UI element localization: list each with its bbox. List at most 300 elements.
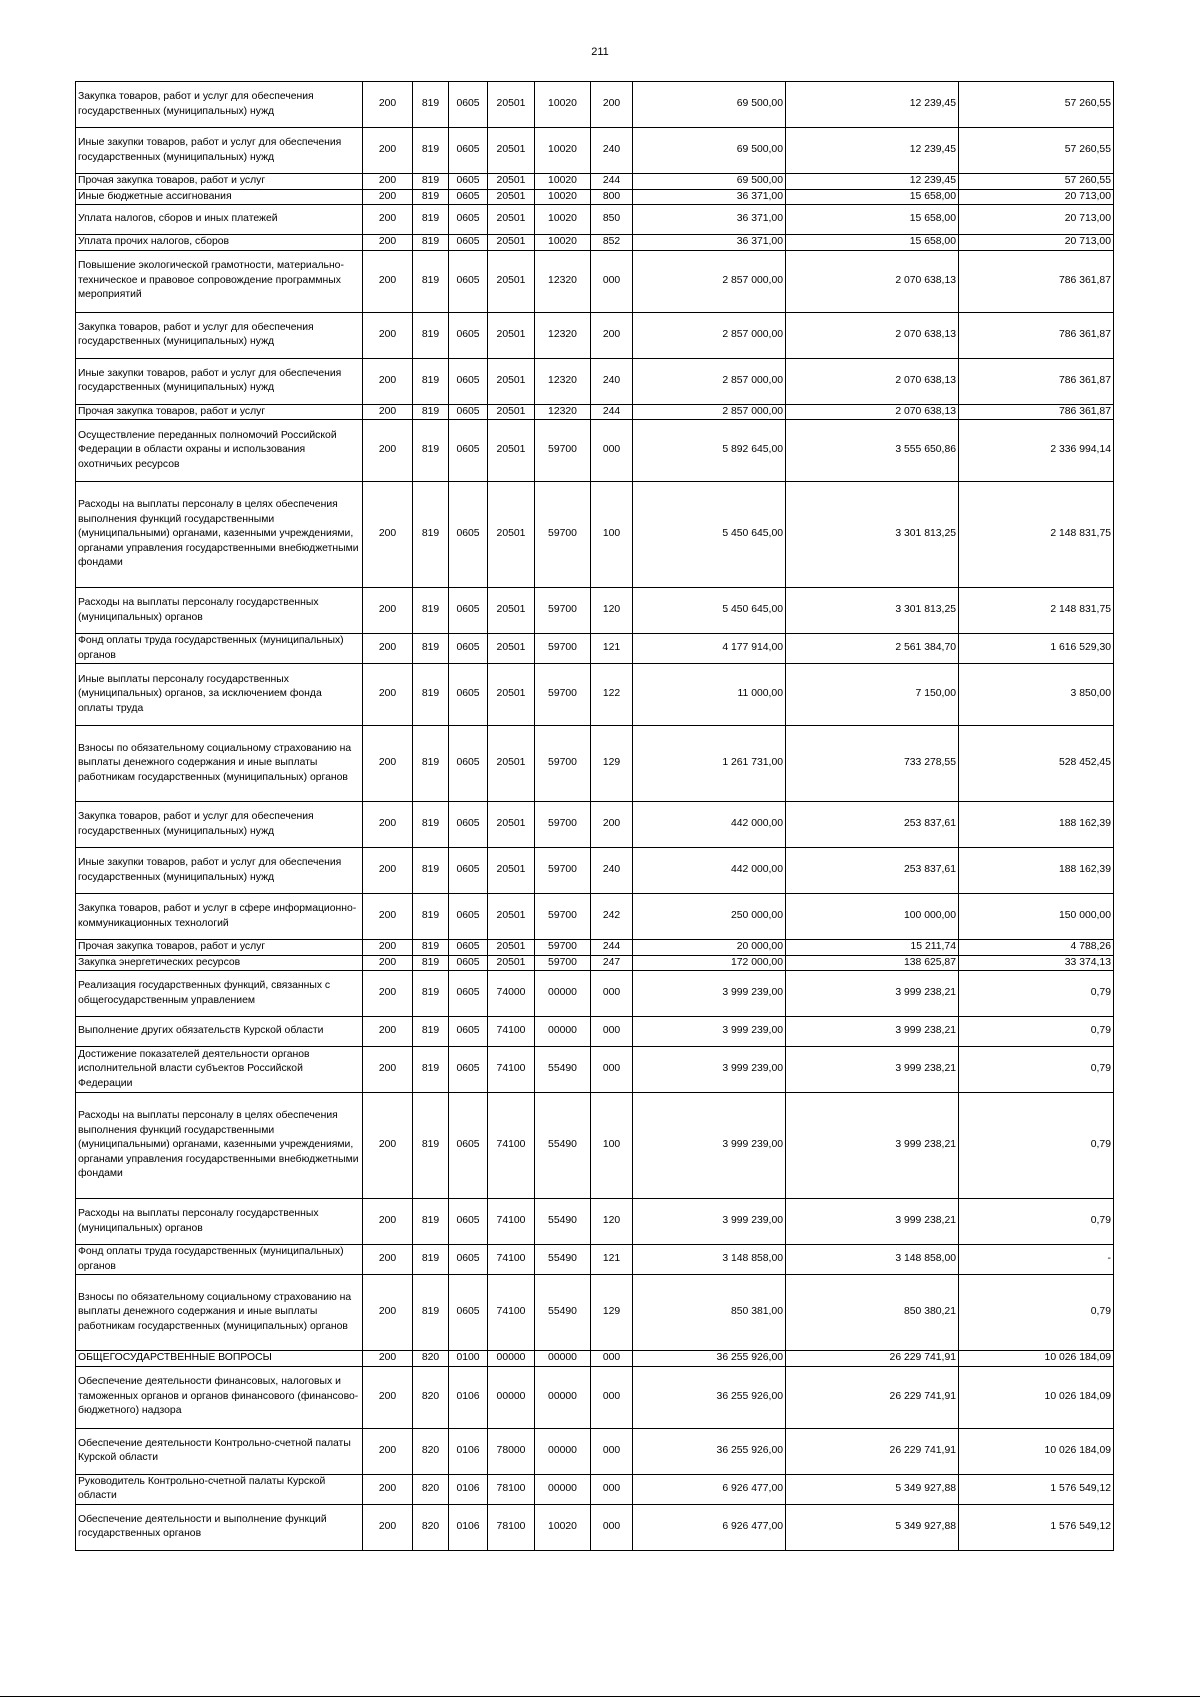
page-number: 211	[591, 46, 609, 58]
code-cell: 74100	[488, 1047, 535, 1093]
code-cell: 0605	[449, 940, 488, 956]
amount-cell: 733 278,55	[786, 726, 959, 802]
code-cell: 200	[363, 482, 413, 588]
table-row	[76, 404, 1114, 420]
expense-name: Выполнение других обязательств Курской области	[76, 1017, 363, 1047]
amount-cell: 57 260,55	[959, 82, 1114, 128]
code-cell: 200	[363, 940, 413, 956]
code-cell: 74000	[488, 971, 535, 1017]
code-cell: 200	[363, 1366, 413, 1428]
code-cell: 0605	[449, 250, 488, 312]
expense-name: Фонд оплаты труда государственных (муниципальных) органов	[76, 634, 363, 664]
code-cell: 200	[363, 1047, 413, 1093]
code-cell: 0605	[449, 205, 488, 235]
amount-cell: 528 452,45	[959, 726, 1114, 802]
table-row	[76, 1245, 1114, 1275]
amount-cell: 20 713,00	[959, 235, 1114, 251]
code-cell: 0605	[449, 82, 488, 128]
code-cell: 244	[591, 174, 633, 190]
expense-name: Расходы на выплаты персоналу государственных (муниципальных) органов	[76, 1199, 363, 1245]
amount-cell: 36 371,00	[633, 235, 786, 251]
code-cell: 200	[363, 174, 413, 190]
table-row	[76, 726, 1114, 802]
amount-cell: 2 070 638,13	[786, 250, 959, 312]
code-cell: 78100	[488, 1504, 535, 1550]
amount-cell: 3 999 238,21	[786, 971, 959, 1017]
code-cell: 59700	[535, 802, 591, 848]
amount-cell: 2 857 000,00	[633, 404, 786, 420]
code-cell: 129	[591, 726, 633, 802]
table-row	[76, 940, 1114, 956]
code-cell: 819	[413, 82, 449, 128]
code-cell: 0605	[449, 312, 488, 358]
amount-cell: 57 260,55	[959, 174, 1114, 190]
code-cell: 200	[363, 634, 413, 664]
code-cell: 200	[363, 1199, 413, 1245]
code-cell: 0605	[449, 358, 488, 404]
code-cell: 00000	[488, 1351, 535, 1367]
code-cell: 120	[591, 588, 633, 634]
code-cell: 200	[363, 205, 413, 235]
code-cell: 200	[363, 128, 413, 174]
code-cell: 10020	[535, 189, 591, 205]
expense-name: Закупка товаров, работ и услуг для обеспечения государственных (муниципальных) нужд	[76, 312, 363, 358]
code-cell: 0605	[449, 634, 488, 664]
amount-cell: -	[959, 1245, 1114, 1275]
code-cell: 200	[363, 358, 413, 404]
amount-cell: 26 229 741,91	[786, 1428, 959, 1474]
code-cell: 242	[591, 894, 633, 940]
code-cell: 819	[413, 250, 449, 312]
code-cell: 0605	[449, 1245, 488, 1275]
table-row	[76, 1047, 1114, 1093]
amount-cell: 2 561 384,70	[786, 634, 959, 664]
code-cell: 200	[363, 82, 413, 128]
amount-cell: 786 361,87	[959, 250, 1114, 312]
amount-cell: 3 999 238,21	[786, 1017, 959, 1047]
code-cell: 12320	[535, 312, 591, 358]
code-cell: 20501	[488, 189, 535, 205]
code-cell: 10020	[535, 82, 591, 128]
code-cell: 200	[363, 971, 413, 1017]
code-cell: 78100	[488, 1474, 535, 1504]
code-cell: 59700	[535, 664, 591, 726]
expense-name: Обеспечение деятельности и выполнение функций государственных органов	[76, 1504, 363, 1550]
table-row	[76, 420, 1114, 482]
amount-cell: 3 999 239,00	[633, 971, 786, 1017]
amount-cell: 2 857 000,00	[633, 358, 786, 404]
code-cell: 0605	[449, 189, 488, 205]
code-cell: 200	[363, 1351, 413, 1367]
code-cell: 10020	[535, 174, 591, 190]
code-cell: 819	[413, 205, 449, 235]
code-cell: 200	[591, 802, 633, 848]
table-row	[76, 174, 1114, 190]
code-cell: 59700	[535, 848, 591, 894]
code-cell: 000	[591, 1504, 633, 1550]
amount-cell: 150 000,00	[959, 894, 1114, 940]
amount-cell: 6 926 477,00	[633, 1474, 786, 1504]
code-cell: 200	[363, 664, 413, 726]
code-cell: 0605	[449, 1199, 488, 1245]
expense-name: ОБЩЕГОСУДАРСТВЕННЫЕ ВОПРОСЫ	[76, 1351, 363, 1367]
code-cell: 819	[413, 664, 449, 726]
amount-cell: 3 148 858,00	[633, 1245, 786, 1275]
table-row	[76, 128, 1114, 174]
code-cell: 240	[591, 848, 633, 894]
amount-cell: 15 211,74	[786, 940, 959, 956]
code-cell: 20501	[488, 174, 535, 190]
code-cell: 00000	[535, 1474, 591, 1504]
expense-name: Обеспечение деятельности финансовых, налоговых и таможенных органов и органов финансового (финансово-бюджетного) надзора	[76, 1366, 363, 1428]
code-cell: 200	[591, 82, 633, 128]
code-cell: 819	[413, 726, 449, 802]
amount-cell: 15 658,00	[786, 235, 959, 251]
amount-cell: 15 658,00	[786, 205, 959, 235]
code-cell: 121	[591, 1245, 633, 1275]
amount-cell: 2 070 638,13	[786, 358, 959, 404]
amount-cell: 2 070 638,13	[786, 404, 959, 420]
code-cell: 59700	[535, 955, 591, 971]
code-cell: 0605	[449, 664, 488, 726]
code-cell: 200	[363, 1093, 413, 1199]
amount-cell: 26 229 741,91	[786, 1366, 959, 1428]
code-cell: 0100	[449, 1351, 488, 1367]
expense-name: Взносы по обязательному социальному страхованию на выплаты денежного содержания и иные выплаты работникам государственных (муниципальных) органов	[76, 1275, 363, 1351]
code-cell: 819	[413, 1199, 449, 1245]
amount-cell: 69 500,00	[633, 82, 786, 128]
code-cell: 820	[413, 1366, 449, 1428]
amount-cell: 4 788,26	[959, 940, 1114, 956]
code-cell: 0605	[449, 802, 488, 848]
code-cell: 200	[363, 1504, 413, 1550]
code-cell: 20501	[488, 128, 535, 174]
amount-cell: 442 000,00	[633, 802, 786, 848]
code-cell: 819	[413, 1093, 449, 1199]
expense-name: Иные закупки товаров, работ и услуг для обеспечения государственных (муниципальных) нужд	[76, 358, 363, 404]
code-cell: 850	[591, 205, 633, 235]
code-cell: 819	[413, 894, 449, 940]
expense-name: Осуществление переданных полномочий Российской Федерации в области охраны и использования охотничьих ресурсов	[76, 420, 363, 482]
code-cell: 000	[591, 420, 633, 482]
code-cell: 200	[363, 420, 413, 482]
code-cell: 000	[591, 1351, 633, 1367]
amount-cell: 250 000,00	[633, 894, 786, 940]
amount-cell: 786 361,87	[959, 404, 1114, 420]
amount-cell: 188 162,39	[959, 848, 1114, 894]
code-cell: 820	[413, 1474, 449, 1504]
code-cell: 244	[591, 940, 633, 956]
expense-name: Реализация государственных функций, связанных с общегосударственным управлением	[76, 971, 363, 1017]
code-cell: 000	[591, 1474, 633, 1504]
expense-name: Закупка энергетических ресурсов	[76, 955, 363, 971]
code-cell: 200	[363, 1275, 413, 1351]
table-row	[76, 802, 1114, 848]
code-cell: 00000	[535, 1017, 591, 1047]
amount-cell: 20 713,00	[959, 205, 1114, 235]
code-cell: 0605	[449, 848, 488, 894]
amount-cell: 3 999 239,00	[633, 1017, 786, 1047]
table-row	[76, 1199, 1114, 1245]
amount-cell: 2 857 000,00	[633, 250, 786, 312]
code-cell: 20501	[488, 482, 535, 588]
code-cell: 59700	[535, 420, 591, 482]
expense-name: Прочая закупка товаров, работ и услуг	[76, 404, 363, 420]
amount-cell: 3 850,00	[959, 664, 1114, 726]
amount-cell: 36 371,00	[633, 205, 786, 235]
amount-cell: 3 555 650,86	[786, 420, 959, 482]
amount-cell: 2 336 994,14	[959, 420, 1114, 482]
amount-cell: 12 239,45	[786, 174, 959, 190]
code-cell: 20501	[488, 726, 535, 802]
amount-cell: 0,79	[959, 1017, 1114, 1047]
code-cell: 55490	[535, 1093, 591, 1199]
code-cell: 100	[591, 482, 633, 588]
code-cell: 819	[413, 404, 449, 420]
code-cell: 240	[591, 358, 633, 404]
amount-cell: 1 576 549,12	[959, 1504, 1114, 1550]
amount-cell: 850 381,00	[633, 1275, 786, 1351]
code-cell: 00000	[535, 1428, 591, 1474]
code-cell: 12320	[535, 250, 591, 312]
table-row	[76, 971, 1114, 1017]
table-row	[76, 1428, 1114, 1474]
code-cell: 20501	[488, 82, 535, 128]
code-cell: 59700	[535, 482, 591, 588]
code-cell: 200	[363, 235, 413, 251]
expense-name: Уплата налогов, сборов и иных платежей	[76, 205, 363, 235]
expense-name: Иные выплаты персоналу государственных (муниципальных) органов, за исключением фонда оплаты труда	[76, 664, 363, 726]
code-cell: 819	[413, 1275, 449, 1351]
expense-name: Уплата прочих налогов, сборов	[76, 235, 363, 251]
amount-cell: 10 026 184,09	[959, 1366, 1114, 1428]
amount-cell: 3 999 239,00	[633, 1047, 786, 1093]
amount-cell: 1 616 529,30	[959, 634, 1114, 664]
amount-cell: 36 255 926,00	[633, 1428, 786, 1474]
table-row	[76, 1504, 1114, 1550]
table-row	[76, 235, 1114, 251]
amount-cell: 20 000,00	[633, 940, 786, 956]
code-cell: 0605	[449, 1275, 488, 1351]
amount-cell: 4 177 914,00	[633, 634, 786, 664]
code-cell: 20501	[488, 848, 535, 894]
code-cell: 20501	[488, 802, 535, 848]
code-cell: 10020	[535, 1504, 591, 1550]
amount-cell: 0,79	[959, 1047, 1114, 1093]
code-cell: 0106	[449, 1504, 488, 1550]
amount-cell: 3 999 238,21	[786, 1199, 959, 1245]
amount-cell: 33 374,13	[959, 955, 1114, 971]
expense-name: Иные закупки товаров, работ и услуг для обеспечения государственных (муниципальных) нужд	[76, 848, 363, 894]
code-cell: 819	[413, 358, 449, 404]
amount-cell: 20 713,00	[959, 189, 1114, 205]
amount-cell: 253 837,61	[786, 802, 959, 848]
code-cell: 10020	[535, 128, 591, 174]
code-cell: 200	[363, 1245, 413, 1275]
code-cell: 59700	[535, 634, 591, 664]
expense-name: Руководитель Контрольно-счетной палаты Курской области	[76, 1474, 363, 1504]
code-cell: 240	[591, 128, 633, 174]
amount-cell: 36 255 926,00	[633, 1351, 786, 1367]
code-cell: 200	[363, 189, 413, 205]
amount-cell: 5 892 645,00	[633, 420, 786, 482]
code-cell: 200	[363, 726, 413, 802]
amount-cell: 12 239,45	[786, 128, 959, 174]
table-row	[76, 588, 1114, 634]
amount-cell: 3 301 813,25	[786, 482, 959, 588]
code-cell: 0605	[449, 588, 488, 634]
amount-cell: 12 239,45	[786, 82, 959, 128]
code-cell: 129	[591, 1275, 633, 1351]
amount-cell: 2 070 638,13	[786, 312, 959, 358]
code-cell: 0605	[449, 894, 488, 940]
amount-cell: 26 229 741,91	[786, 1351, 959, 1367]
table-row	[76, 1093, 1114, 1199]
code-cell: 247	[591, 955, 633, 971]
code-cell: 852	[591, 235, 633, 251]
code-cell: 20501	[488, 955, 535, 971]
table-row	[76, 205, 1114, 235]
amount-cell: 3 148 858,00	[786, 1245, 959, 1275]
expense-name: Обеспечение деятельности Контрольно-счетной палаты Курской области	[76, 1428, 363, 1474]
code-cell: 74100	[488, 1245, 535, 1275]
code-cell: 819	[413, 174, 449, 190]
amount-cell: 57 260,55	[959, 128, 1114, 174]
code-cell: 12320	[535, 404, 591, 420]
code-cell: 20501	[488, 664, 535, 726]
code-cell: 20501	[488, 894, 535, 940]
code-cell: 74100	[488, 1017, 535, 1047]
amount-cell: 850 380,21	[786, 1275, 959, 1351]
code-cell: 819	[413, 235, 449, 251]
code-cell: 00000	[535, 971, 591, 1017]
code-cell: 000	[591, 1017, 633, 1047]
expense-name: Закупка товаров, работ и услуг в сфере информационно-коммуникационных технологий	[76, 894, 363, 940]
expense-name: Расходы на выплаты персоналу в целях обеспечения выполнения функций государственными (муниципальными) органами, казенными учреждениями, органами управления государственными внебюджетными фондами	[76, 1093, 363, 1199]
code-cell: 100	[591, 1093, 633, 1199]
code-cell: 819	[413, 634, 449, 664]
code-cell: 200	[363, 404, 413, 420]
amount-cell: 3 999 239,00	[633, 1199, 786, 1245]
code-cell: 000	[591, 250, 633, 312]
code-cell: 55490	[535, 1047, 591, 1093]
amount-cell: 15 658,00	[786, 189, 959, 205]
amount-cell: 442 000,00	[633, 848, 786, 894]
amount-cell: 36 255 926,00	[633, 1366, 786, 1428]
amount-cell: 172 000,00	[633, 955, 786, 971]
code-cell: 0605	[449, 955, 488, 971]
code-cell: 0605	[449, 971, 488, 1017]
code-cell: 00000	[535, 1366, 591, 1428]
table-row	[76, 189, 1114, 205]
code-cell: 55490	[535, 1275, 591, 1351]
amount-cell: 3 301 813,25	[786, 588, 959, 634]
code-cell: 20501	[488, 420, 535, 482]
code-cell: 0605	[449, 404, 488, 420]
code-cell: 820	[413, 1351, 449, 1367]
table-row	[76, 482, 1114, 588]
amount-cell: 6 926 477,00	[633, 1504, 786, 1550]
amount-cell: 5 450 645,00	[633, 588, 786, 634]
expense-name: Закупка товаров, работ и услуг для обеспечения государственных (муниципальных) нужд	[76, 802, 363, 848]
code-cell: 74100	[488, 1199, 535, 1245]
code-cell: 0605	[449, 1093, 488, 1199]
code-cell: 819	[413, 1017, 449, 1047]
code-cell: 0605	[449, 1047, 488, 1093]
amount-cell: 69 500,00	[633, 128, 786, 174]
code-cell: 10020	[535, 205, 591, 235]
expense-name: Иные закупки товаров, работ и услуг для обеспечения государственных (муниципальных) нужд	[76, 128, 363, 174]
amount-cell: 138 625,87	[786, 955, 959, 971]
table-row	[76, 1275, 1114, 1351]
expense-name: Расходы на выплаты персоналу в целях обеспечения выполнения функций государственными (муниципальными) органами, казенными учреждениями, органами управления государственными внебюджетными фондами	[76, 482, 363, 588]
budget-execution-table	[75, 81, 1114, 1551]
code-cell: 20501	[488, 358, 535, 404]
amount-cell: 7 150,00	[786, 664, 959, 726]
code-cell: 00000	[488, 1366, 535, 1428]
code-cell: 55490	[535, 1199, 591, 1245]
amount-cell: 0,79	[959, 971, 1114, 1017]
code-cell: 122	[591, 664, 633, 726]
table-row	[76, 358, 1114, 404]
code-cell: 78000	[488, 1428, 535, 1474]
code-cell: 200	[591, 312, 633, 358]
amount-cell: 5 450 645,00	[633, 482, 786, 588]
code-cell: 819	[413, 955, 449, 971]
amount-cell: 5 349 927,88	[786, 1504, 959, 1550]
expense-name: Фонд оплаты труда государственных (муниципальных) органов	[76, 1245, 363, 1275]
amount-cell: 2 857 000,00	[633, 312, 786, 358]
expense-name: Расходы на выплаты персоналу государственных (муниципальных) органов	[76, 588, 363, 634]
code-cell: 200	[363, 250, 413, 312]
code-cell: 59700	[535, 726, 591, 802]
code-cell: 000	[591, 1428, 633, 1474]
amount-cell: 0,79	[959, 1093, 1114, 1199]
code-cell: 244	[591, 404, 633, 420]
code-cell: 20501	[488, 312, 535, 358]
amount-cell: 10 026 184,09	[959, 1351, 1114, 1367]
code-cell: 12320	[535, 358, 591, 404]
expense-name: Прочая закупка товаров, работ и услуг	[76, 174, 363, 190]
table-row	[76, 1017, 1114, 1047]
code-cell: 000	[591, 1366, 633, 1428]
code-cell: 820	[413, 1428, 449, 1474]
expense-name: Прочая закупка товаров, работ и услуг	[76, 940, 363, 956]
amount-cell: 36 371,00	[633, 189, 786, 205]
code-cell: 00000	[535, 1351, 591, 1367]
amount-cell: 188 162,39	[959, 802, 1114, 848]
code-cell: 0605	[449, 1017, 488, 1047]
amount-cell: 253 837,61	[786, 848, 959, 894]
amount-cell: 0,79	[959, 1199, 1114, 1245]
code-cell: 819	[413, 482, 449, 588]
code-cell: 20501	[488, 205, 535, 235]
table-row	[76, 1351, 1114, 1367]
amount-cell: 786 361,87	[959, 358, 1114, 404]
code-cell: 819	[413, 128, 449, 174]
code-cell: 20501	[488, 404, 535, 420]
code-cell: 0605	[449, 726, 488, 802]
code-cell: 819	[413, 971, 449, 1017]
amount-cell: 10 026 184,09	[959, 1428, 1114, 1474]
code-cell: 819	[413, 189, 449, 205]
expense-name: Взносы по обязательному социальному страхованию на выплаты денежного содержания и иные выплаты работникам государственных (муниципальных) органов	[76, 726, 363, 802]
table-row	[76, 250, 1114, 312]
code-cell: 0605	[449, 174, 488, 190]
table-row	[76, 1474, 1114, 1504]
code-cell: 74100	[488, 1275, 535, 1351]
table-row	[76, 848, 1114, 894]
